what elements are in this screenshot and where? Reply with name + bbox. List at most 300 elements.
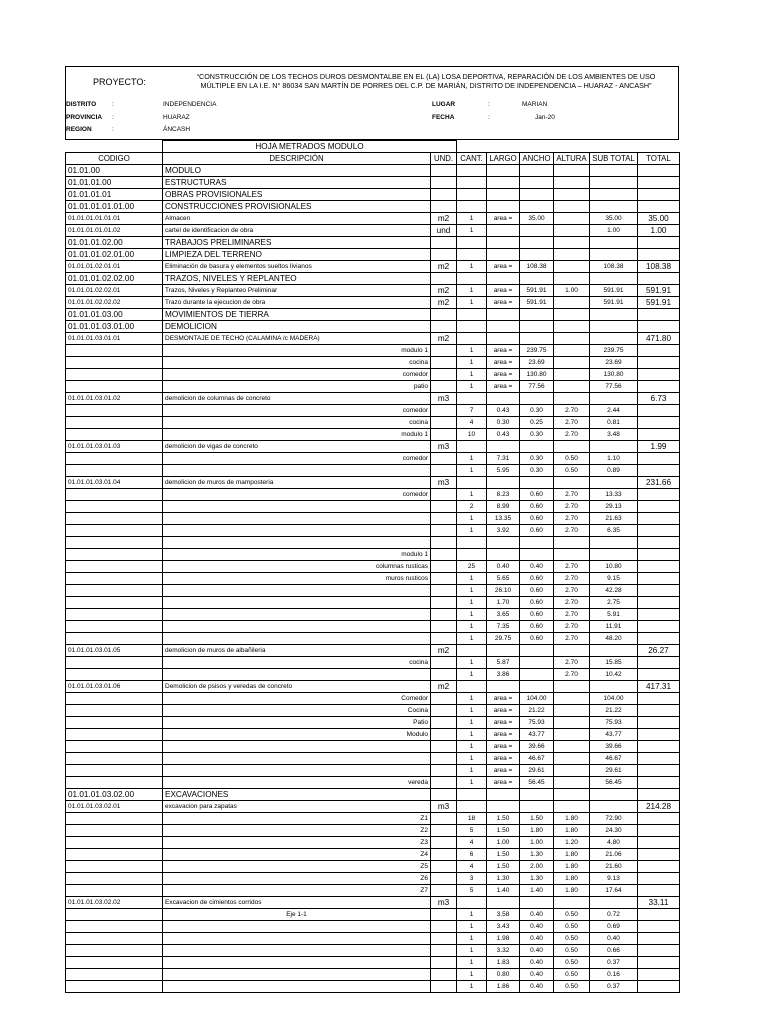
subtotal-cell: 0.89 [590,465,638,477]
subtotal-cell: 2.44 [590,405,638,417]
und-cell [431,969,457,981]
total-cell [638,501,680,513]
subtotal-cell: 5.91 [590,609,638,621]
und-cell [431,537,457,549]
largo-cell: area = [487,345,520,357]
largo-cell: 0.40 [487,561,520,573]
und-cell: m3 [431,801,457,813]
altura-cell [554,237,590,249]
und-cell [431,921,457,933]
und-cell [431,825,457,837]
total-cell: 471.80 [638,333,680,345]
altura-cell [554,345,590,357]
detail-row [66,537,680,549]
und-cell: m2 [431,261,457,273]
ancho-cell: 0.60 [520,501,554,513]
codigo-cell [66,837,163,849]
codigo-cell: 01.01.01.03.01.04 [66,477,163,489]
und-cell [431,513,457,525]
lugar-value: MARIAN [522,101,548,108]
detail-row [66,849,680,861]
altura-cell [554,261,590,273]
distrito-colon: : [112,101,114,108]
codigo-cell [66,849,163,861]
metrados-sheet [65,66,679,993]
largo-cell: 5.65 [487,573,520,585]
total-cell [638,753,680,765]
total-cell [638,201,680,213]
total-cell: 108.38 [638,261,680,273]
col-header-largo: LARGO [487,153,520,165]
altura-cell [554,333,590,345]
und-cell: m2 [431,285,457,297]
und-cell [431,165,457,177]
total-cell: 1.00 [638,225,680,237]
descripcion-cell: MODULO [163,165,431,177]
descripcion-cell: Z7 [163,885,431,897]
cant-cell: 1 [457,729,487,741]
total-cell [638,177,680,189]
total-cell: 35.00 [638,213,680,225]
codigo-cell: 01.01.01.01 [66,189,163,201]
codigo-cell: 01.01.01.02.00 [66,237,163,249]
cant-cell: 1 [457,345,487,357]
und-cell: m3 [431,897,457,909]
und-cell [431,657,457,669]
largo-cell: 8.23 [487,489,520,501]
codigo-cell [66,969,163,981]
cant-cell: 1 [457,597,487,609]
detail-row [66,717,680,729]
detail-row [66,357,680,369]
subtotal-cell: 10.80 [590,561,638,573]
ancho-cell: 1.80 [520,825,554,837]
und-cell [431,693,457,705]
largo-cell [487,441,520,453]
total-cell [638,741,680,753]
codigo-cell [66,525,163,537]
descripcion-cell: Comedor [163,693,431,705]
und-cell [431,345,457,357]
subtotal-cell [590,321,638,333]
total-cell [638,525,680,537]
total-cell [638,981,680,993]
und-cell [431,633,457,645]
largo-cell: 0.43 [487,429,520,441]
ancho-cell: 0.60 [520,489,554,501]
altura-cell [554,705,590,717]
total-cell [638,693,680,705]
descripcion-cell: demolicion de muros de albañileria [163,645,431,657]
subtotal-cell: 9.15 [590,573,638,585]
ancho-cell: 0.40 [520,933,554,945]
largo-cell: 1.86 [487,981,520,993]
descripcion-cell: cocina [163,657,431,669]
cant-cell [457,477,487,489]
largo-cell: 5.95 [487,465,520,477]
altura-cell [554,393,590,405]
detail-row [66,609,680,621]
detail-row [66,573,680,585]
codigo-cell [66,513,163,525]
cant-cell [457,309,487,321]
cant-cell: 1 [457,621,487,633]
total-cell [638,321,680,333]
detail-row [66,345,680,357]
total-cell: 6.73 [638,393,680,405]
detail-row [66,417,680,429]
descripcion-cell: Patio [163,717,431,729]
descripcion-cell: cocina [163,357,431,369]
cant-cell: 18 [457,813,487,825]
altura-cell: 2.70 [554,657,590,669]
largo-cell: 1.30 [487,873,520,885]
ancho-cell: 0.60 [520,621,554,633]
descripcion-cell [163,609,431,621]
altura-cell [554,681,590,693]
total-cell: 231.66 [638,477,680,489]
subtotal-cell: 24.30 [590,825,638,837]
largo-cell: 1.70 [487,597,520,609]
ancho-cell: 130.80 [520,369,554,381]
item-row [66,261,680,273]
total-cell [638,825,680,837]
ancho-cell: 1.30 [520,873,554,885]
section-row [66,321,680,333]
subtotal-cell: 0.66 [590,945,638,957]
und-cell [431,861,457,873]
largo-cell: area = [487,369,520,381]
altura-cell [554,441,590,453]
altura-cell: 0.50 [554,981,590,993]
subtotal-cell: 77.56 [590,381,638,393]
provincia-label: PROVINCIA [66,114,103,121]
altura-cell [554,645,590,657]
subtotal-cell: 10.42 [590,669,638,681]
detail-row [66,921,680,933]
total-cell: 33.11 [638,897,680,909]
und-cell [431,849,457,861]
largo-cell: area = [487,381,520,393]
ancho-cell [520,189,554,201]
und-cell [431,729,457,741]
subtotal-cell: 56.45 [590,777,638,789]
detail-row [66,909,680,921]
descripcion-cell: CONSTRUCCIONES PROVISIONALES [163,201,431,213]
altura-cell [554,777,590,789]
cant-cell: 1 [457,525,487,537]
subtotal-cell: 3.48 [590,429,638,441]
subtotal-cell: 9.13 [590,873,638,885]
total-cell [638,453,680,465]
subtotal-cell: 2.75 [590,597,638,609]
cant-cell [457,273,487,285]
cant-cell [457,549,487,561]
cant-cell: 1 [457,357,487,369]
sheet-title: HOJA METRADOS MODULO [163,141,457,153]
subtotal-cell: 13.33 [590,489,638,501]
descripcion-cell: Z2 [163,825,431,837]
provincia-colon: : [112,114,114,121]
altura-cell [554,717,590,729]
subtotal-cell [590,789,638,801]
cant-cell [457,537,487,549]
descripcion-cell: demolicion de vigas de concreto [163,441,431,453]
largo-cell: area = [487,777,520,789]
codigo-cell: 01.01.01.02.02.01 [66,285,163,297]
und-cell [431,981,457,993]
altura-cell [554,753,590,765]
detail-row [66,969,680,981]
descripcion-cell [163,633,431,645]
codigo-cell [66,357,163,369]
cant-cell: 1 [457,225,487,237]
codigo-cell: 01.01.01.01.01.00 [66,201,163,213]
fecha-value: Jan-20 [535,114,555,121]
ancho-cell: 0.30 [520,429,554,441]
altura-cell [554,225,590,237]
subtotal-cell [590,189,638,201]
section-row [66,189,680,201]
subtotal-cell [590,645,638,657]
region-value: ÁNCASH [163,126,191,133]
ancho-cell: 1.40 [520,885,554,897]
subtotal-cell: 48.20 [590,633,638,645]
ancho-cell: 0.60 [520,513,554,525]
altura-cell [554,177,590,189]
ancho-cell: 29.61 [520,765,554,777]
altura-cell [554,249,590,261]
codigo-cell [66,669,163,681]
item-row [66,681,680,693]
cant-cell: 5 [457,885,487,897]
descripcion-cell: comedor [163,369,431,381]
subtotal-cell: 21.06 [590,849,638,861]
und-cell: und [431,225,457,237]
altura-cell: 2.70 [554,621,590,633]
largo-cell [487,645,520,657]
largo-cell: area = [487,705,520,717]
total-cell [638,189,680,201]
item-row [66,897,680,909]
altura-cell: 0.50 [554,921,590,933]
detail-row [66,813,680,825]
descripcion-cell: demolicion de columnas de concreto [163,393,431,405]
subtotal-cell: 72.90 [590,813,638,825]
total-cell [638,561,680,573]
ancho-cell: 1.50 [520,813,554,825]
descripcion-cell: modulo 1 [163,345,431,357]
ancho-cell: 0.30 [520,465,554,477]
detail-row [66,501,680,513]
proyecto-label: PROYECTO: [93,77,146,87]
item-row [66,801,680,813]
subtotal-cell [590,681,638,693]
column-header-row [66,153,680,165]
largo-cell [487,681,520,693]
codigo-cell [66,921,163,933]
cant-cell: 1 [457,513,487,525]
ancho-cell [520,669,554,681]
detail-row [66,741,680,753]
subtotal-cell: 29.13 [590,501,638,513]
altura-cell: 2.70 [554,609,590,621]
codigo-cell [66,777,163,789]
largo-cell: 1.83 [487,957,520,969]
cant-cell [457,897,487,909]
altura-cell: 0.50 [554,465,590,477]
detail-row [66,381,680,393]
descripcion-cell: ESTRUCTURAS [163,177,431,189]
und-cell [431,321,457,333]
largo-cell [487,477,520,489]
total-cell [638,777,680,789]
und-cell [431,561,457,573]
ancho-cell: 21.22 [520,705,554,717]
section-row [66,165,680,177]
detail-row [66,753,680,765]
und-cell: m3 [431,441,457,453]
altura-cell [554,729,590,741]
section-row [66,249,680,261]
altura-cell [554,765,590,777]
largo-cell: 1.50 [487,813,520,825]
altura-cell [554,213,590,225]
subtotal-cell: 43.77 [590,729,638,741]
descripcion-cell: Cocina [163,705,431,717]
altura-cell [554,549,590,561]
codigo-cell [66,945,163,957]
detail-row [66,525,680,537]
subtotal-cell: 42.28 [590,585,638,597]
altura-cell: 0.50 [554,957,590,969]
subtotal-cell [590,249,638,261]
codigo-cell: 01.01.00 [66,165,163,177]
total-cell [638,765,680,777]
ancho-cell: 0.60 [520,525,554,537]
cant-cell [457,249,487,261]
ancho-cell: 0.60 [520,585,554,597]
largo-cell [487,249,520,261]
detail-row [66,621,680,633]
largo-cell: area = [487,717,520,729]
und-cell [431,669,457,681]
largo-cell: 7.31 [487,453,520,465]
codigo-cell [66,909,163,921]
total-cell [638,309,680,321]
cant-cell: 1 [457,585,487,597]
descripcion-cell [163,669,431,681]
altura-cell: 1.20 [554,837,590,849]
largo-cell [487,333,520,345]
cant-cell [457,645,487,657]
largo-cell: area = [487,357,520,369]
cant-cell [457,441,487,453]
col-header-ancho: ANCHO [520,153,554,165]
ancho-cell: 0.60 [520,633,554,645]
provincia-value: HUARAZ [163,114,190,121]
subtotal-cell [590,309,638,321]
ancho-cell: 0.40 [520,981,554,993]
altura-cell [554,357,590,369]
ancho-cell [520,657,554,669]
cant-cell: 1 [457,657,487,669]
total-cell [638,369,680,381]
detail-row [66,513,680,525]
ancho-cell: 1.30 [520,849,554,861]
codigo-cell [66,657,163,669]
und-cell: m2 [431,645,457,657]
detail-row [66,453,680,465]
und-cell [431,813,457,825]
codigo-cell: 01.01.01.03.02.00 [66,789,163,801]
descripcion-cell [163,981,431,993]
ancho-cell: 0.40 [520,921,554,933]
col-header-subtotal: SUB TOTAL [590,153,638,165]
detail-row [66,729,680,741]
largo-cell: area = [487,261,520,273]
project-title-line-2: MÚLTIPLE EN LA I.E. N° 86034 SAN MARTÍN DE PORRES DEL C.P. DE MARIÁN, DISTRITO DE INDEPENDENCIA – HUARAZ - ANCASH” [200,81,652,90]
col-header-und: UND. [431,153,457,165]
cant-cell: 6 [457,849,487,861]
ancho-cell: 0.40 [520,957,554,969]
descripcion-cell: DESMONTAJE DE TECHO (CALAMINA /c MADERA) [163,333,431,345]
largo-cell: 1.50 [487,825,520,837]
ancho-cell [520,309,554,321]
ancho-cell: 77.56 [520,381,554,393]
altura-cell [554,477,590,489]
subtotal-cell: 104.00 [590,693,638,705]
ancho-cell: 56.45 [520,777,554,789]
cant-cell: 1 [457,693,487,705]
cant-cell [457,321,487,333]
subtotal-cell: 0.40 [590,933,638,945]
altura-cell [554,741,590,753]
descripcion-cell: Z5 [163,861,431,873]
largo-cell: 1.40 [487,885,520,897]
ancho-cell [520,249,554,261]
descripcion-cell [163,921,431,933]
largo-cell: area = [487,765,520,777]
cant-cell [457,789,487,801]
und-cell: m2 [431,297,457,309]
descripcion-cell: modulo 1 [163,429,431,441]
codigo-cell [66,489,163,501]
und-cell [431,705,457,717]
descripcion-cell [163,969,431,981]
total-cell [638,489,680,501]
cant-cell: 1 [457,717,487,729]
subtotal-cell: 108.38 [590,261,638,273]
largo-cell: 3.32 [487,945,520,957]
total-cell [638,465,680,477]
codigo-cell [66,345,163,357]
altura-cell: 0.50 [554,909,590,921]
codigo-cell [66,381,163,393]
codigo-cell [66,861,163,873]
total-cell [638,513,680,525]
descripcion-cell: comedor [163,453,431,465]
largo-cell [487,897,520,909]
largo-cell [487,165,520,177]
subtotal-cell: 75.93 [590,717,638,729]
descripcion-cell: columnas rusticas [163,561,431,573]
codigo-cell [66,561,163,573]
und-cell [431,453,457,465]
altura-cell: 2.70 [554,405,590,417]
descripcion-cell: LIMPIEZA DEL TERRENO [163,249,431,261]
codigo-cell [66,417,163,429]
